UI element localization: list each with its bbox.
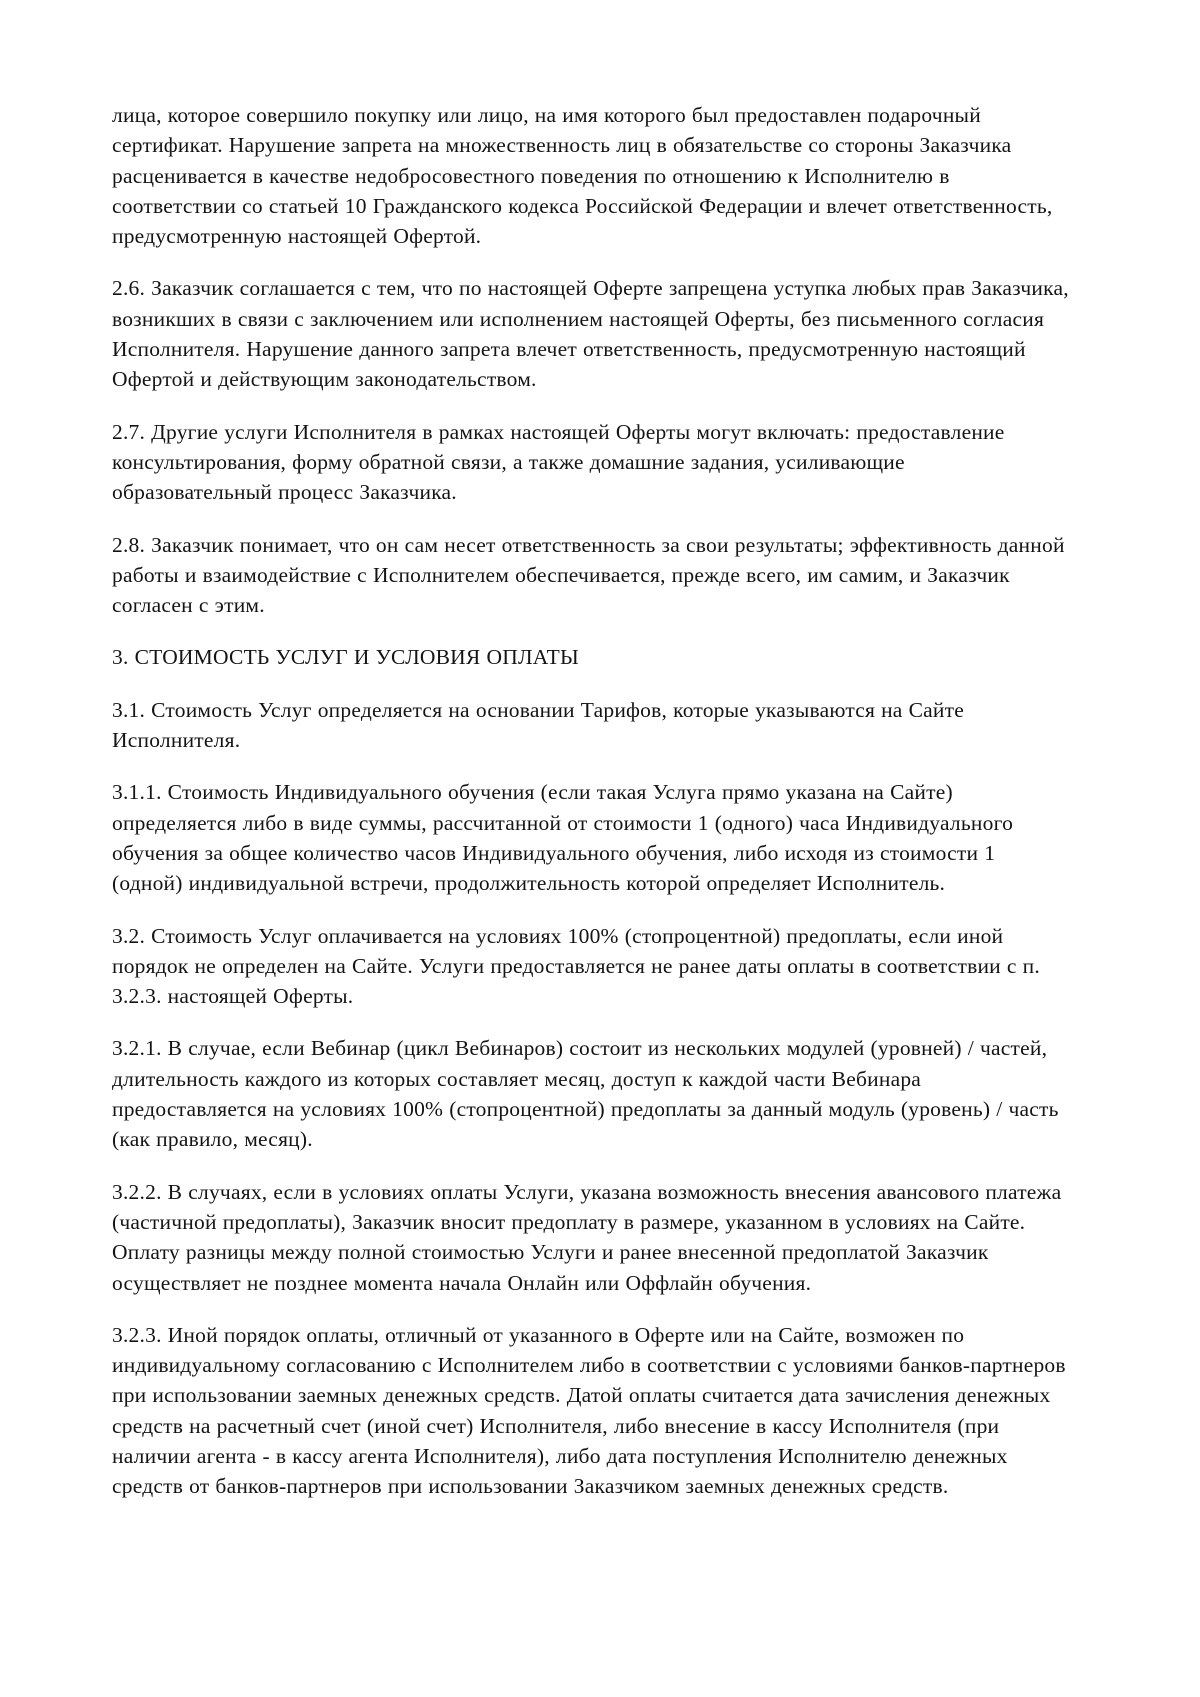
paragraph-clause-2-6: 2.6. Заказчик соглашается с тем, что по настоящей Оферте запрещена уступка любых прав Заказчика, возникших в связи с заключением или исполнением настоящей Оферты, без письменного согласия Исполнителя. Нарушение данного запрета влечет ответственность, предусмотренную настоящий Офертой и действующим законодательством. bbox=[112, 276, 1069, 392]
document-text-column bbox=[112, 100, 1070, 1502]
paragraph-clause-2-8: 2.8. Заказчик понимает, что он сам несет ответственность за свои результаты; эффективность данной работы и взаимодействие с Исполнителем обеспечивается, прежде всего, им самим, и Заказчик согласен с этим. bbox=[112, 532, 1065, 618]
section-heading-3: 3. СТОИМОСТЬ УСЛУГ И УСЛОВИЯ ОПЛАТЫ bbox=[112, 645, 579, 670]
paragraph-clause-3-2: 3.2. Стоимость Услуг оплачивается на условиях 100% (стопроцентной) предоплаты, если иной порядок не определен на Сайте. Услуги предоставляется не ранее даты оплаты в соответствии с п. 3.2.3. настоящей Оферты. bbox=[112, 923, 1040, 1009]
paragraph-clause-3-2-2: 3.2.2. В случаях, если в условиях оплаты Услуги, указана возможность внесения авансового платежа (частичной предоплаты), Заказчик вносит предоплату в размере, указанном в условиях на Сайте. Оплату разницы между полной стоимостью Услуги и ранее внесенной предоплатой Заказчик осуществляет не позднее момента начала Онлайн или Оффлайн обучения. bbox=[112, 1179, 1062, 1295]
paragraph-continued-2-5: лица, которое совершило покупку или лицо, на имя которого был предоставлен подарочный сертификат. Нарушение запрета на множественность лиц в обязательстве со стороны Заказчика расценивается в качестве недобросовестного поведения по отношению к Исполнителю в соответствии со статьей 10 Гражданского кодекса Российской Федерации и влечет ответственность, предусмотренную настоящей Офертой. bbox=[112, 103, 1053, 249]
paragraph-clause-3-2-1: 3.2.1. В случае, если Вебинар (цикл Вебинаров) состоит из нескольких модулей (уровней) / частей, длительность каждого из которых составляет месяц, доступ к каждой части Вебинара предоставляется на условиях 100% (стопроцентной) предоплаты за данный модуль (уровень) / часть (как правило, месяц). bbox=[112, 1036, 1059, 1152]
paragraph-clause-3-1-1: 3.1.1. Стоимость Индивидуального обучения (если такая Услуга прямо указана на Сайте) определяется либо в виде суммы, рассчитанной от стоимости 1 (одного) часа Индивидуального обучения за общее количество часов Индивидуального обучения, либо исходя из стоимости 1 (одной) индивидуальной встречи, продолжительность которой определяет Исполнитель. bbox=[112, 780, 1014, 896]
paragraph-clause-3-1: 3.1. Стоимость Услуг определяется на основании Тарифов, которые указываются на Сайте Исполнителя. bbox=[112, 697, 964, 753]
paragraph-clause-2-7: 2.7. Другие услуги Исполнителя в рамках настоящей Оферты могут включать: предоставление консультирования, форму обратной связи, а также домашние задания, усиливающие образовательный процесс Заказчика. bbox=[112, 419, 1005, 505]
paragraph-clause-3-2-3: 3.2.3. Иной порядок оплаты, отличный от указанного в Оферте или на Сайте, возможен по индивидуальному согласованию с Исполнителем либо в соответствии с условиями банков-партнеров при использовании заемных денежных средств. Датой оплаты считается дата зачисления денежных средств на расчетный счет (иной счет) Исполнителя, либо внесение в кассу Исполнителя (при наличии агента - в кассу агента Исполнителя), либо дата поступления Исполнителю денежных средств от банков-партнеров при использовании Заказчиком заемных денежных средств. bbox=[112, 1322, 1066, 1499]
